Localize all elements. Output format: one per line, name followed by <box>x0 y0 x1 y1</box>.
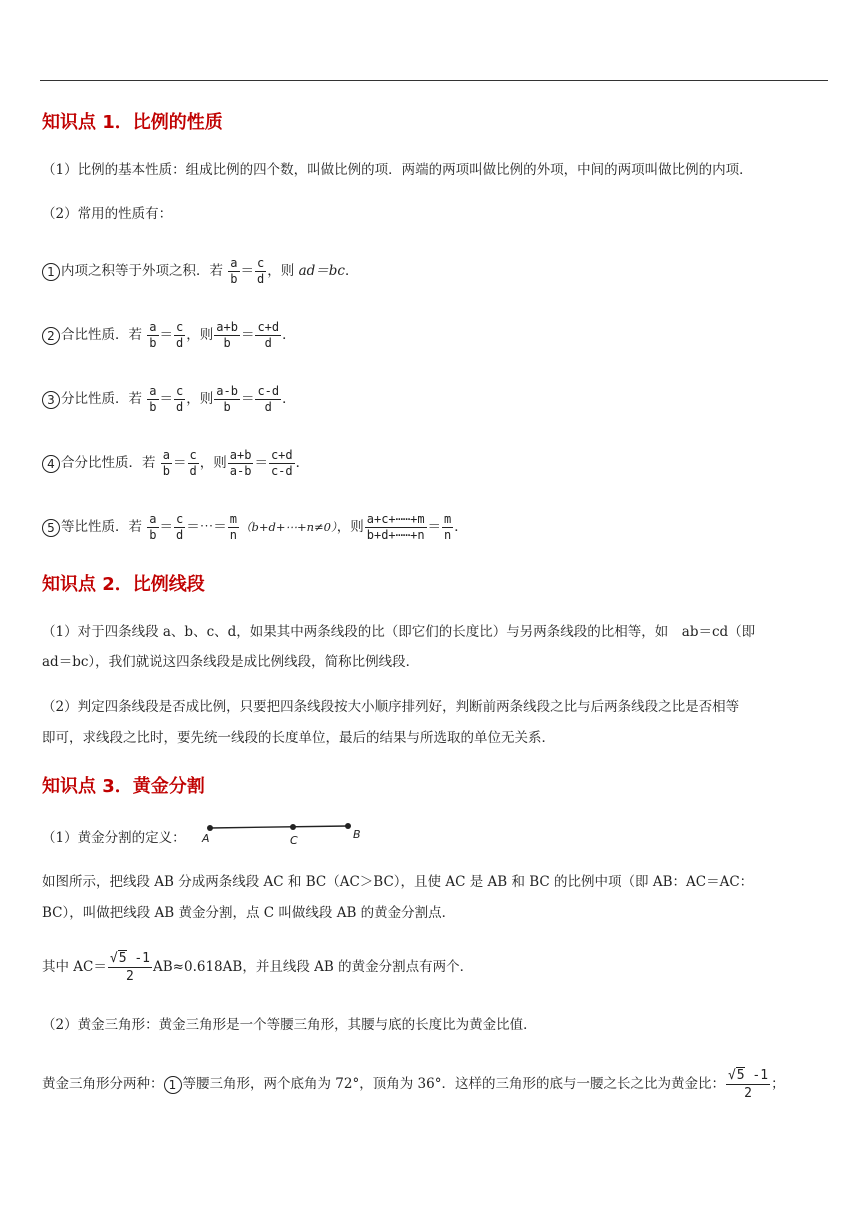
fraction-cpd-d: $\frac{c+d}{d}$ <box>257 320 280 350</box>
fraction-c-d: $\frac{c}{d}$ <box>189 448 197 478</box>
equals-sign: ＝ <box>240 263 255 279</box>
property-4-label: 合分比性质．若 <box>61 455 156 471</box>
point-a-dot <box>207 825 213 831</box>
fraction-a-b: $\frac{a}{b}$ <box>149 512 157 542</box>
then-text: ，则 <box>199 455 227 471</box>
property-3 <box>42 384 296 415</box>
s1-paragraph-1: （1）比例的基本性质：组成比例的四个数，叫做比例的项．两端的两项叫做比例的外项，中间的两项叫做比例的内项． <box>42 162 753 178</box>
property-1-result: ad＝bc <box>298 263 345 279</box>
fraction-amb-b: $\frac{a-b}{b}$ <box>216 384 238 414</box>
period: ． <box>344 263 359 279</box>
fraction-a-b: $\frac{a}{b}$ <box>149 320 157 350</box>
fraction-cpd-cmd: $\frac{c+d}{c-d}$ <box>270 448 293 478</box>
golden-triangle-description: 等腰三角形，两个底角为 72°，顶角为 36°．这样的三角形的底与一腰之长之比为黄金比： <box>182 1076 725 1092</box>
point-a-label: A <box>202 832 210 845</box>
property-2 <box>42 320 296 351</box>
equals-sign: ＝ <box>159 391 174 407</box>
s3-paragraph-2-line-2: BC），叫做把线段 AB 黄金分割，点 C 叫做线段 AB 的黄金分割点． <box>42 905 456 921</box>
circled-number: 3 <box>42 391 60 409</box>
circled-number: 2 <box>42 327 60 345</box>
fraction-sum: $\frac{a+c+\cdots\cdots+m}{b+d+\cdots\cdots+n}$ <box>366 512 425 542</box>
equals-sign: ＝ <box>159 519 174 535</box>
section-1-title: 知识点 1．比例的性质 <box>42 112 223 133</box>
s2-paragraph-1-line-1: （1）对于四条线段 a、b、c、d，如果其中两条线段的比（即它们的长度比）与另两条线段的比相等，如 ab＝cd（即 <box>42 624 756 640</box>
semicolon: ； <box>771 1076 785 1092</box>
equals-sign: ＝ <box>240 391 255 407</box>
point-c-dot <box>290 824 296 830</box>
s3-paragraph-1: （1）黄金分割的定义： <box>42 830 186 846</box>
equals-sign: ＝ <box>254 455 268 471</box>
then-text: ，则 <box>267 263 295 279</box>
golden-section-diagram <box>196 818 376 852</box>
s3-paragraph-2-line-1: 如图所示，把线段 AB 分成两条线段 AC 和 BC（AC＞BC），且使 AC 是 AB 和 BC 的比例中项（即 AB：AC＝AC： <box>42 874 754 890</box>
fraction-c-d: $\frac{c}{d}$ <box>176 384 184 414</box>
circled-number: 5 <box>42 519 60 537</box>
s2-paragraph-2-line-1: （2）判定四条线段是否成比例，只要把四条线段按大小顺序排列好，判断前两条线段之比与后两条线段之比是否相等 <box>42 699 740 715</box>
period: ． <box>282 327 296 343</box>
equals-sign: ＝ <box>159 327 174 343</box>
fraction-c-d: $\frac{c}{d}$ <box>176 512 184 542</box>
equals-sign: ＝ <box>240 327 255 343</box>
fraction-m-n: $\frac{m}{n}$ <box>444 512 452 542</box>
circled-number: 1 <box>42 263 60 281</box>
fraction-cmd-d: $\frac{c-d}{d}$ <box>257 384 280 414</box>
period: ． <box>282 391 296 407</box>
then-text: ，则 <box>336 519 364 535</box>
ellipsis-equals: ＝⋯＝ <box>186 519 227 535</box>
golden-ratio-fraction: $\frac{√5 -1}{2}$ <box>109 951 151 984</box>
s3-paragraph-4: （2）黄金三角形：黄金三角形是一个等腰三角形，其腰与底的长度比为黄金比值． <box>42 1017 537 1033</box>
fraction-a-b: $\frac{a}{b}$ <box>162 448 171 478</box>
s2-paragraph-1-line-2: ad＝bc），我们就说这四条线段是成比例线段，简称比例线段． <box>42 654 420 670</box>
circled-number: 1 <box>164 1076 182 1094</box>
fraction-a-b: $\frac{a}{b}$ <box>230 256 238 286</box>
period: ． <box>295 455 310 471</box>
ac-equals-text: 其中 AC＝ <box>42 959 107 975</box>
s3-paragraph-3 <box>42 950 473 985</box>
property-5 <box>42 512 468 543</box>
property-1 <box>42 256 358 287</box>
section-2-title: 知识点 2．比例线段 <box>42 574 205 595</box>
fraction-m-n: $\frac{m}{n}$ <box>229 512 237 542</box>
approximation-text: AB≈0.618AB，并且线段 AB 的黄金分割点有两个． <box>153 959 474 975</box>
property-2-label: 合比性质．若 <box>61 327 142 343</box>
segment-ab <box>210 826 348 828</box>
point-b-dot <box>345 823 351 829</box>
fraction-c-d: $\frac{c}{d}$ <box>176 320 184 350</box>
property-3-label: 分比性质．若 <box>61 391 142 407</box>
golden-triangle-types-text: 黄金三角形分两种： <box>42 1076 164 1092</box>
header-rule <box>40 80 828 81</box>
point-c-label: C <box>290 834 298 847</box>
point-b-label: B <box>353 828 361 841</box>
then-text: ，则 <box>186 327 214 343</box>
fraction-a-b: $\frac{a}{b}$ <box>149 384 157 414</box>
period: ． <box>454 519 468 535</box>
property-5-label: 等比性质．若 <box>61 519 142 535</box>
condition-text: （b+d+⋯+n≠0） <box>240 520 337 534</box>
then-text: ，则 <box>186 391 214 407</box>
fraction-c-d: $\frac{c}{d}$ <box>257 256 265 286</box>
circled-number: 4 <box>42 455 60 473</box>
s1-paragraph-2: （2）常用的性质有： <box>42 206 173 222</box>
equals-sign: ＝ <box>427 519 442 535</box>
s2-paragraph-2-line-2: 即可，求线段之比时，要先统一线段的长度单位，最后的结果与所选取的单位无关系． <box>42 730 555 746</box>
property-1-label: 内项之积等于外项之积．若 <box>61 263 223 279</box>
fraction-apb-amb: $\frac{a+b}{a-b}$ <box>229 448 252 478</box>
equals-sign: ＝ <box>173 455 187 471</box>
fraction-apb-b: $\frac{a+b}{b}$ <box>216 320 238 350</box>
s3-paragraph-5 <box>42 1067 785 1102</box>
golden-ratio-fraction: $\frac{√5 -1}{2}$ <box>727 1068 769 1101</box>
section-3-title: 知识点 3．黄金分割 <box>42 776 205 797</box>
property-4 <box>42 448 309 479</box>
